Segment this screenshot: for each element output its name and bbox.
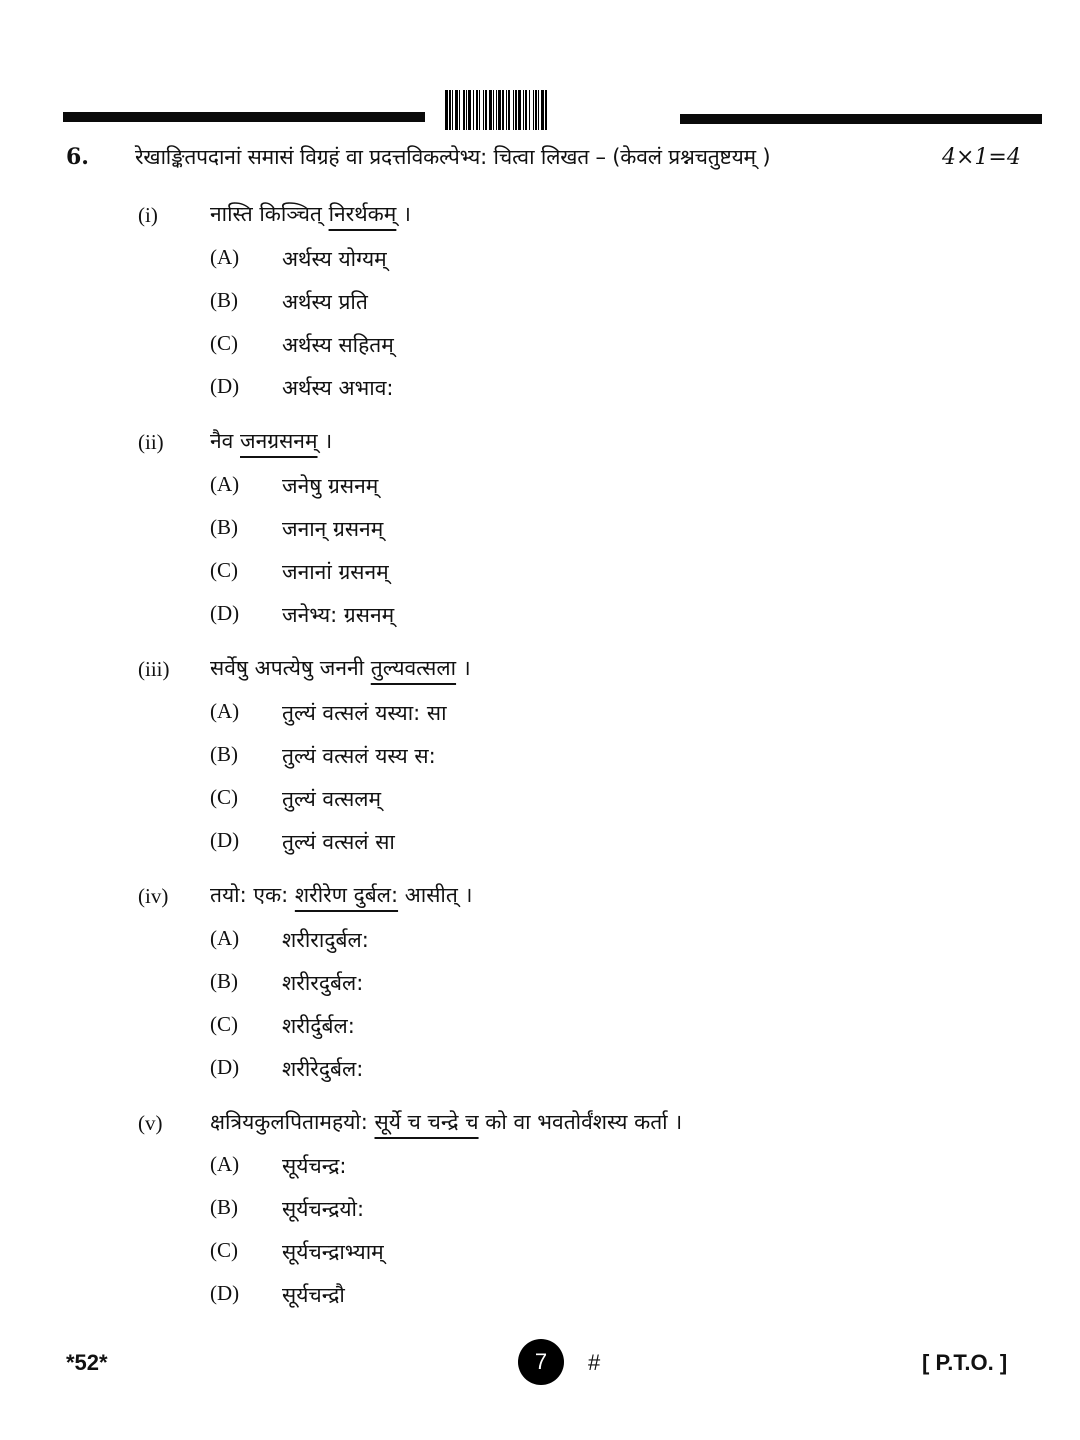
option-letter: (C) [210,1012,238,1036]
stem-text: नास्ति किञ्चित् [210,202,329,226]
stem-underlined-word: तुल्यवत्सला [370,656,457,680]
header-rule-left [63,112,425,122]
option-text: तुल्यं वत्सलं यस्या: सा [282,701,447,725]
option-letter: (C) [210,331,238,355]
option-row [0,1281,1080,1321]
option-row [0,969,1080,1009]
option-letter: (A) [210,926,240,950]
option-row [0,699,1080,739]
stem-text: को वा भवतोर्वंशस्य कर्ता । [478,1110,683,1134]
option-row [0,828,1080,868]
page-number: 7 [534,1349,548,1374]
option-letter: (B) [210,742,238,766]
option-text: अर्थस्य अभाव: [282,376,394,400]
option-row [0,374,1080,414]
stem-underlined-word: शरीरेण दुर्बल: [294,883,399,907]
option-row [0,245,1080,285]
option-text: जनेभ्य: ग्रसनम् [282,603,395,627]
subquestion-label: (ii) [138,430,164,454]
stem-text: क्षत्रियकुलपितामहयो: [210,1110,375,1134]
option-row [0,288,1080,328]
question-marks: 4×1=4 [942,145,1021,170]
option-row [0,1238,1080,1278]
option-row [0,472,1080,512]
option-letter: (D) [210,374,240,398]
option-text: सूर्यचन्द्र: [282,1154,347,1178]
option-row [0,1012,1080,1052]
option-row [0,558,1080,598]
page-number-badge [518,1339,564,1385]
option-letter: (D) [210,1055,240,1079]
option-row [0,601,1080,641]
option-text: अर्थस्य योग्यम् [282,247,387,271]
option-text: शरीरादुर्बल: [282,928,369,952]
option-text: तुल्यं वत्सलम् [282,787,382,811]
header-rule-right [680,114,1042,124]
option-text: अर्थस्य प्रति [282,290,368,314]
option-row [0,1195,1080,1235]
paper-code: *52* [66,1350,108,1375]
subquestion-stem [210,1108,682,1136]
option-row [0,926,1080,966]
subquestion-label: (i) [138,203,158,227]
hash-mark: # [588,1350,601,1375]
question-number: 6. [66,144,89,170]
option-text: सूर्यचन्द्रौ [282,1283,345,1307]
pto-label: [ P.T.O. ] [922,1350,1008,1375]
stem-text: सर्वेषु अपत्येषु जननी [210,656,371,680]
subquestion-stem [210,200,411,228]
option-row [0,1055,1080,1095]
option-row [0,1152,1080,1192]
stem-text: आसीत् । [398,883,473,907]
stem-text: । [317,429,333,453]
option-letter: (A) [210,245,240,269]
subquestion-stem [210,427,332,455]
stem-text: नैव [210,429,241,453]
option-letter: (A) [210,472,240,496]
option-letter: (D) [210,601,240,625]
stem-text: । [396,202,411,226]
stem-underlined-word: निरर्थकम् [328,202,397,226]
option-letter: (C) [210,558,238,582]
option-text: तुल्यं वत्सलं सा [282,830,395,854]
option-letter: (B) [210,1195,238,1219]
option-text: जनान् ग्रसनम् [282,517,384,541]
option-row [0,515,1080,555]
subquestion-label: (iii) [138,657,170,681]
option-row [0,331,1080,371]
subquestion-label: (iv) [138,884,169,908]
subquestion-label: (v) [138,1111,163,1135]
option-letter: (A) [210,1152,240,1176]
subquestion-stem [210,881,472,909]
option-text: शरीरेदुर्बल: [282,1057,364,1081]
stem-underlined-word: सूर्ये च चन्द्रे च [374,1110,479,1134]
option-row [0,742,1080,782]
option-letter: (A) [210,699,240,723]
option-text: जनेषु ग्रसनम् [282,474,379,498]
option-text: तुल्यं वत्सलं यस्य स: [282,744,436,768]
option-letter: (D) [210,828,240,852]
option-text: सूर्यचन्द्रयो: [282,1197,365,1221]
option-text: जनानां ग्रसनम् [282,560,389,584]
option-letter: (B) [210,515,238,539]
option-letter: (B) [210,969,238,993]
barcode-icon [445,90,660,130]
stem-text: । [456,656,471,680]
option-text: सूर्यचन्द्राभ्याम् [282,1240,384,1264]
option-row [0,785,1080,825]
stem-text: तयो: एक: [210,883,295,907]
option-text: अर्थस्य सहितम् [282,333,394,357]
option-text: शरीर्दुर्बल: [282,1014,355,1038]
subquestion-stem [210,654,471,682]
option-text: शरीरदुर्बल: [282,971,364,995]
option-letter: (B) [210,288,238,312]
stem-underlined-word: जनग्रसनम् [240,429,318,453]
question-instruction: रेखाङ्कितपदानां समासं विग्रहं वा प्रदत्तविकल्पेभ्य: चित्वा लिखत – (केवलं प्रश्नचतुष्टयम् ) [135,145,771,169]
option-letter: (D) [210,1281,240,1305]
option-letter: (C) [210,785,238,809]
option-letter: (C) [210,1238,238,1262]
